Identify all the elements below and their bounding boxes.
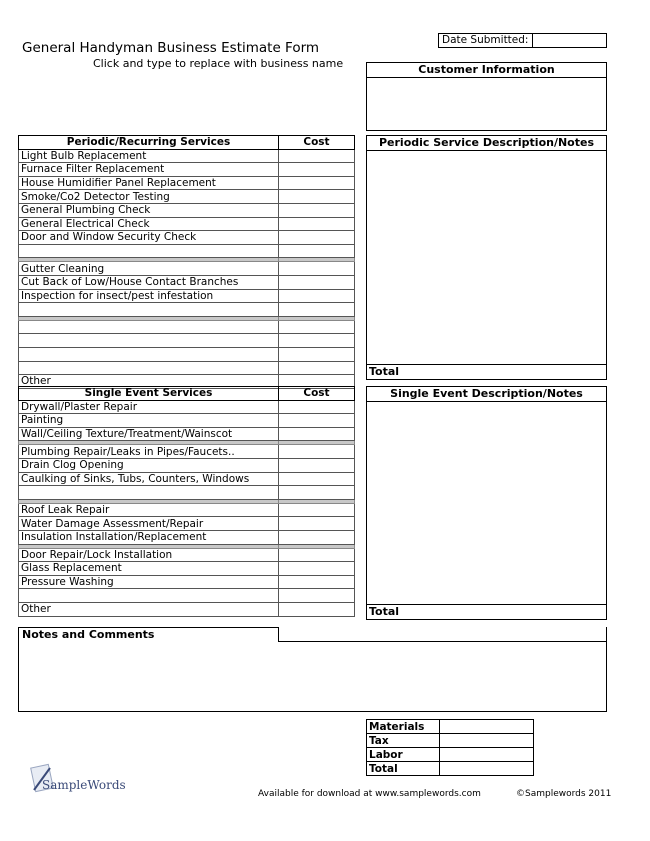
periodic-service-row <box>19 361 355 375</box>
service-label[interactable]: Insulation Installation/Replacement <box>19 530 279 544</box>
periodic-service-row <box>19 190 355 204</box>
periodic-service-row <box>19 303 355 317</box>
cost-cell[interactable] <box>279 503 355 517</box>
cost-cell[interactable] <box>279 445 355 459</box>
cost-cell[interactable] <box>279 589 355 603</box>
single-service-row <box>19 486 355 500</box>
single-cost-heading: Cost <box>279 387 355 401</box>
single-description-heading: Single Event Description/Notes <box>367 387 606 402</box>
service-label[interactable] <box>19 244 279 258</box>
single-total-label: Total <box>367 604 606 619</box>
cost-cell[interactable] <box>279 486 355 500</box>
service-label[interactable]: General Electrical Check <box>19 217 279 231</box>
samplewords-logo <box>30 762 130 796</box>
logo-text: SampleWords <box>42 778 126 792</box>
service-label[interactable]: Door Repair/Lock Installation <box>19 548 279 562</box>
service-label[interactable] <box>19 334 279 348</box>
periodic-service-row <box>19 163 355 177</box>
service-label[interactable] <box>19 320 279 334</box>
customer-info-heading: Customer Information <box>367 63 606 78</box>
totals-label: Tax <box>367 734 440 748</box>
service-label[interactable]: Light Bulb Replacement <box>19 149 279 163</box>
cost-cell[interactable] <box>279 562 355 576</box>
notes-box[interactable] <box>18 627 607 712</box>
totals-value-cell[interactable] <box>440 734 534 748</box>
cost-cell[interactable] <box>279 203 355 217</box>
cost-cell[interactable] <box>279 231 355 245</box>
totals-row <box>367 720 534 734</box>
customer-info-box[interactable] <box>366 62 607 131</box>
service-label[interactable]: General Plumbing Check <box>19 203 279 217</box>
cost-cell[interactable] <box>279 289 355 303</box>
totals-value-cell[interactable] <box>440 762 534 776</box>
service-label[interactable] <box>19 589 279 603</box>
periodic-service-row <box>19 203 355 217</box>
business-name-placeholder[interactable]: Click and type to replace with business name <box>93 57 344 70</box>
single-service-row <box>19 472 355 486</box>
cost-cell[interactable] <box>279 548 355 562</box>
form-title: General Handyman Business Estimate Form <box>22 40 320 56</box>
cost-cell[interactable] <box>279 361 355 375</box>
notes-top-line <box>279 641 607 642</box>
totals-value-cell[interactable] <box>440 720 534 734</box>
service-label[interactable]: Furnace Filter Replacement <box>19 163 279 177</box>
service-label[interactable] <box>19 361 279 375</box>
service-label[interactable]: Drywall/Plaster Repair <box>19 400 279 414</box>
periodic-service-row <box>19 320 355 334</box>
single-service-row <box>19 589 355 603</box>
date-submitted-field[interactable] <box>438 33 607 48</box>
service-label[interactable] <box>19 347 279 361</box>
date-divider <box>532 34 533 47</box>
periodic-service-row <box>19 176 355 190</box>
cost-cell[interactable] <box>279 472 355 486</box>
periodic-total-label: Total <box>367 364 606 379</box>
cost-cell[interactable] <box>279 275 355 289</box>
periodic-service-row <box>19 289 355 303</box>
periodic-service-row <box>19 149 355 163</box>
periodic-description-box[interactable] <box>366 135 607 380</box>
periodic-service-row <box>19 275 355 289</box>
totals-value-cell[interactable] <box>440 748 534 762</box>
periodic-service-row <box>19 217 355 231</box>
totals-table <box>366 719 534 776</box>
notes-heading: Notes and Comments <box>18 627 279 642</box>
service-label[interactable]: Caulking of Sinks, Tubs, Counters, Windows <box>19 472 279 486</box>
single-service-row <box>19 548 355 562</box>
cost-cell[interactable] <box>279 163 355 177</box>
service-label[interactable]: Roof Leak Repair <box>19 503 279 517</box>
cost-cell[interactable] <box>279 334 355 348</box>
single-service-row <box>19 530 355 544</box>
service-label[interactable]: House Humidifier Panel Replacement <box>19 176 279 190</box>
service-label[interactable]: Cut Back of Low/House Contact Branches <box>19 275 279 289</box>
service-label[interactable]: Door and Window Security Check <box>19 231 279 245</box>
single-service-row <box>19 562 355 576</box>
totals-label: Labor <box>367 748 440 762</box>
single-service-row <box>19 445 355 459</box>
cost-cell[interactable] <box>279 414 355 428</box>
totals-row <box>367 748 534 762</box>
cost-cell[interactable] <box>279 517 355 531</box>
single-service-row <box>19 517 355 531</box>
periodic-service-row <box>19 347 355 361</box>
cost-cell[interactable] <box>279 347 355 361</box>
download-note: Available for download at www.samplewords.com <box>258 789 481 799</box>
service-label[interactable]: Water Damage Assessment/Repair <box>19 517 279 531</box>
totals-row <box>367 734 534 748</box>
periodic-service-row <box>19 244 355 258</box>
service-label[interactable] <box>19 486 279 500</box>
service-label[interactable]: Smoke/Co2 Detector Testing <box>19 190 279 204</box>
service-label[interactable]: Plumbing Repair/Leaks in Pipes/Faucets.. <box>19 445 279 459</box>
single-description-box[interactable] <box>366 386 607 620</box>
cost-cell[interactable] <box>279 530 355 544</box>
single-service-row <box>19 575 355 589</box>
cost-cell[interactable] <box>279 244 355 258</box>
service-label[interactable]: Pressure Washing <box>19 575 279 589</box>
service-label[interactable]: Other <box>19 375 279 389</box>
single-service-row <box>19 414 355 428</box>
service-label[interactable]: Inspection for insect/pest infestation <box>19 289 279 303</box>
service-label[interactable]: Gutter Cleaning <box>19 262 279 276</box>
single-service-row <box>19 400 355 414</box>
cost-cell[interactable] <box>279 458 355 472</box>
cost-cell[interactable] <box>279 602 355 616</box>
copyright: ©Samplewords 2011 <box>516 789 612 799</box>
cost-cell[interactable] <box>279 190 355 204</box>
date-submitted-label: Date Submitted: <box>442 34 529 46</box>
single-service-row <box>19 602 355 616</box>
cost-cell[interactable] <box>279 320 355 334</box>
periodic-service-row <box>19 334 355 348</box>
cost-cell[interactable] <box>279 575 355 589</box>
service-label[interactable]: Painting <box>19 414 279 428</box>
service-label[interactable] <box>19 303 279 317</box>
periodic-service-row <box>19 231 355 245</box>
single-services-heading: Single Event Services <box>19 387 279 401</box>
totals-label: Total <box>367 762 440 776</box>
cost-cell[interactable] <box>279 400 355 414</box>
cost-cell[interactable] <box>279 303 355 317</box>
periodic-cost-heading: Cost <box>279 136 355 150</box>
service-label[interactable]: Wall/Ceiling Texture/Treatment/Wainscot <box>19 427 279 441</box>
totals-label: Materials <box>367 720 440 734</box>
single-service-row <box>19 503 355 517</box>
service-label[interactable]: Other <box>19 602 279 616</box>
single-service-row <box>19 458 355 472</box>
cost-cell[interactable] <box>279 149 355 163</box>
periodic-services-heading: Periodic/Recurring Services <box>19 136 279 150</box>
single-event-services-table <box>18 386 355 617</box>
service-label[interactable]: Drain Clog Opening <box>19 458 279 472</box>
periodic-service-row <box>19 262 355 276</box>
periodic-description-heading: Periodic Service Description/Notes <box>367 136 606 151</box>
periodic-services-table <box>18 135 355 389</box>
cost-cell[interactable] <box>279 262 355 276</box>
cost-cell[interactable] <box>279 217 355 231</box>
totals-row <box>367 762 534 776</box>
cost-cell[interactable] <box>279 427 355 441</box>
cost-cell[interactable] <box>279 176 355 190</box>
service-label[interactable]: Glass Replacement <box>19 562 279 576</box>
single-service-row <box>19 427 355 441</box>
